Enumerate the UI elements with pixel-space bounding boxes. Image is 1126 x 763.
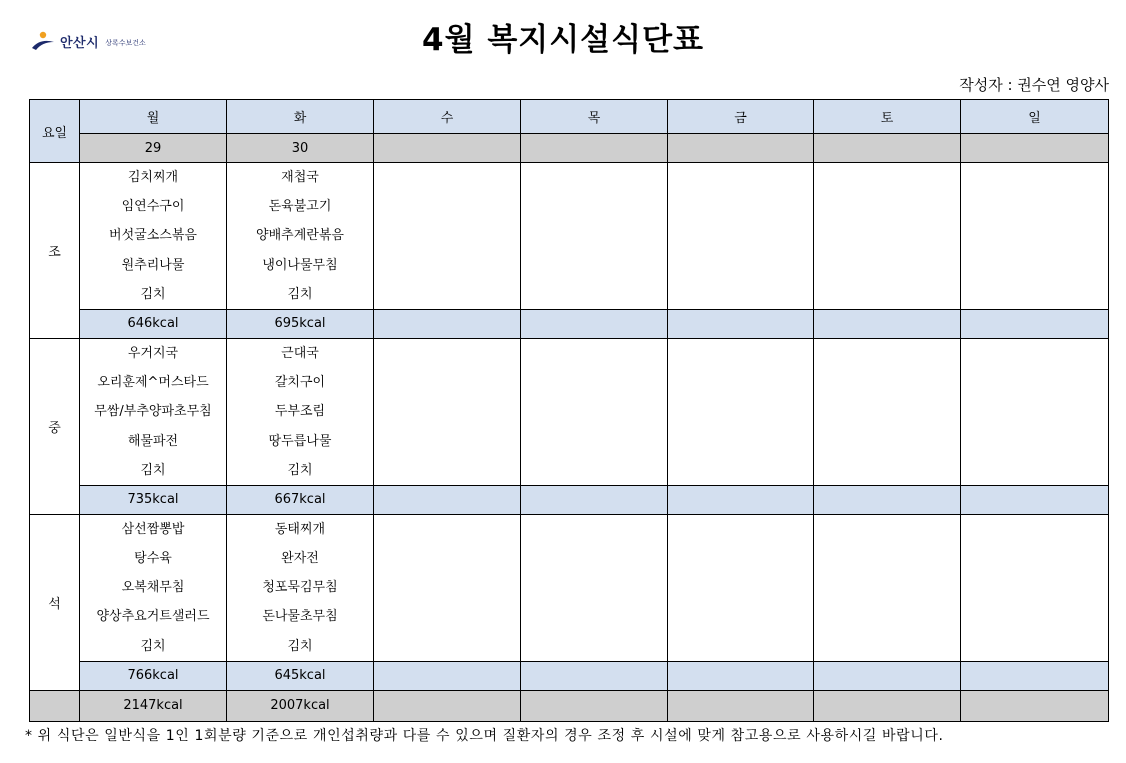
day-header-thu: 목 xyxy=(521,100,668,134)
dish-item: 김치 xyxy=(140,462,166,478)
menu-cell-breakfast-wed xyxy=(374,163,521,310)
kcal-cell-dinner-sat xyxy=(814,661,961,690)
dish-item: 근대국 xyxy=(281,345,319,361)
total-kcal-mon: 2147kcal xyxy=(80,690,227,721)
menu-cell-breakfast-tue xyxy=(227,163,374,310)
total-kcal-wed xyxy=(374,690,521,721)
menu-cell-dinner-sun xyxy=(961,514,1109,661)
date-cell-fri xyxy=(668,134,814,163)
kcal-cell-dinner-sun xyxy=(961,661,1109,690)
meal-label-lunch: 중 xyxy=(30,338,80,514)
total-kcal-fri xyxy=(668,690,814,721)
kcal-cell-breakfast-tue: 695kcal xyxy=(227,309,374,338)
kcal-cell-dinner-mon: 766kcal xyxy=(80,661,227,690)
menu-cell-breakfast-sat xyxy=(814,163,961,310)
date-cell-sun xyxy=(961,134,1109,163)
day-header-tue: 화 xyxy=(227,100,374,134)
menu-cell-lunch-tue xyxy=(227,338,374,485)
day-header-wed: 수 xyxy=(374,100,521,134)
menu-cell-lunch-wed xyxy=(374,338,521,485)
dish-item: 임연수구이 xyxy=(121,199,185,215)
menu-cell-dinner-mon xyxy=(80,514,227,661)
dish-item: 냉이나물무침 xyxy=(262,257,338,273)
menu-cell-dinner-wed xyxy=(374,514,521,661)
kcal-cell-breakfast-fri xyxy=(668,309,814,338)
author-line: 작성자 : 권수연 영양사 xyxy=(959,76,1109,94)
kcal-cell-dinner-thu xyxy=(521,661,668,690)
kcal-cell-lunch-fri xyxy=(668,485,814,514)
kcal-cell-breakfast-sun xyxy=(961,309,1109,338)
dish-item: 청포묵김무침 xyxy=(262,580,338,596)
meal-plan-table xyxy=(29,99,1109,722)
menu-cell-breakfast-fri xyxy=(668,163,814,310)
menu-cell-dinner-sat xyxy=(814,514,961,661)
dish-item: 돈육불고기 xyxy=(268,199,332,215)
menu-cell-lunch-fri xyxy=(668,338,814,485)
kcal-cell-lunch-thu xyxy=(521,485,668,514)
dish-item: 김치 xyxy=(287,462,313,478)
kcal-cell-dinner-fri xyxy=(668,661,814,690)
menu-cell-lunch-sat xyxy=(814,338,961,485)
dish-item: 해물파전 xyxy=(127,433,179,449)
dish-item: 오복채무침 xyxy=(121,580,185,596)
dish-item: 김치 xyxy=(287,638,313,654)
dish-item: 김치찌개 xyxy=(127,170,179,185)
kcal-cell-breakfast-mon: 646kcal xyxy=(80,309,227,338)
dish-item: 오리훈제^머스타드 xyxy=(97,375,209,391)
total-kcal-sat xyxy=(814,690,961,721)
dish-item: 완자전 xyxy=(281,551,319,567)
dish-item: 갈치구이 xyxy=(274,375,326,391)
day-header-fri: 금 xyxy=(668,100,814,134)
total-label-cell xyxy=(30,690,80,721)
dish-item: 김치 xyxy=(140,286,166,302)
kcal-cell-dinner-tue: 645kcal xyxy=(227,661,374,690)
menu-cell-dinner-fri xyxy=(668,514,814,661)
kcal-cell-breakfast-wed xyxy=(374,309,521,338)
kcal-cell-lunch-sun xyxy=(961,485,1109,514)
menu-cell-lunch-sun xyxy=(961,338,1109,485)
dish-item: 삼선짬뽕밥 xyxy=(121,521,185,537)
date-cell-sat xyxy=(814,134,961,163)
dish-item: 무쌈/부추양파초무침 xyxy=(94,404,212,420)
total-kcal-tue: 2007kcal xyxy=(227,690,374,721)
total-kcal-sun xyxy=(961,690,1109,721)
dish-item: 땅두릅나물 xyxy=(268,433,332,449)
menu-cell-breakfast-mon xyxy=(80,163,227,310)
menu-cell-breakfast-thu xyxy=(521,163,668,310)
dish-item: 김치 xyxy=(287,286,313,302)
menu-cell-lunch-mon xyxy=(80,338,227,485)
kcal-cell-lunch-wed xyxy=(374,485,521,514)
kcal-cell-breakfast-sat xyxy=(814,309,961,338)
dish-item: 돈나물초무침 xyxy=(262,609,338,625)
page-title: 4월 복지시설식단표 xyxy=(422,22,704,58)
kcal-cell-breakfast-thu xyxy=(521,309,668,338)
kcal-cell-lunch-mon: 735kcal xyxy=(80,485,227,514)
day-header-sun: 일 xyxy=(961,100,1109,134)
dish-item: 김치 xyxy=(140,638,166,654)
total-kcal-thu xyxy=(521,690,668,721)
dish-item: 우거지국 xyxy=(127,345,179,361)
menu-cell-dinner-tue xyxy=(227,514,374,661)
kcal-cell-lunch-sat xyxy=(814,485,961,514)
dish-item: 동태찌개 xyxy=(274,521,326,537)
logo-department: 상록수보건소 xyxy=(105,38,146,47)
date-cell-mon: 29 xyxy=(80,134,227,163)
kcal-cell-dinner-wed xyxy=(374,661,521,690)
menu-cell-lunch-thu xyxy=(521,338,668,485)
dish-item: 두부조림 xyxy=(274,404,326,420)
menu-cell-breakfast-sun xyxy=(961,163,1109,310)
dish-item: 탕수육 xyxy=(134,551,172,567)
dish-item: 버섯굴소스볶음 xyxy=(109,228,197,244)
dish-item: 양상추요거트샐러드 xyxy=(96,609,210,625)
day-header-mon: 월 xyxy=(80,100,227,134)
menu-cell-dinner-thu xyxy=(521,514,668,661)
kcal-cell-lunch-tue: 667kcal xyxy=(227,485,374,514)
date-cell-thu xyxy=(521,134,668,163)
footnote: * 위 식단은 일반식을 1인 1회분량 기준으로 개인섭취량과 다를 수 있으며 질환자의 경우 조정 후 시설에 맞게 참고용으로 사용하시길 바랍니다. xyxy=(25,728,944,744)
weekday-corner-header: 요일 xyxy=(30,100,80,163)
dish-item: 재첩국 xyxy=(281,170,319,185)
dish-item: 원추리나물 xyxy=(121,257,185,273)
meal-label-dinner: 석 xyxy=(30,514,80,690)
dish-item: 양배추계란볶음 xyxy=(256,228,344,244)
meal-label-breakfast: 조 xyxy=(30,163,80,339)
day-header-sat: 토 xyxy=(814,100,961,134)
logo-city-name: 안산시 xyxy=(60,35,100,51)
date-cell-tue: 30 xyxy=(227,134,374,163)
date-cell-wed xyxy=(374,134,521,163)
